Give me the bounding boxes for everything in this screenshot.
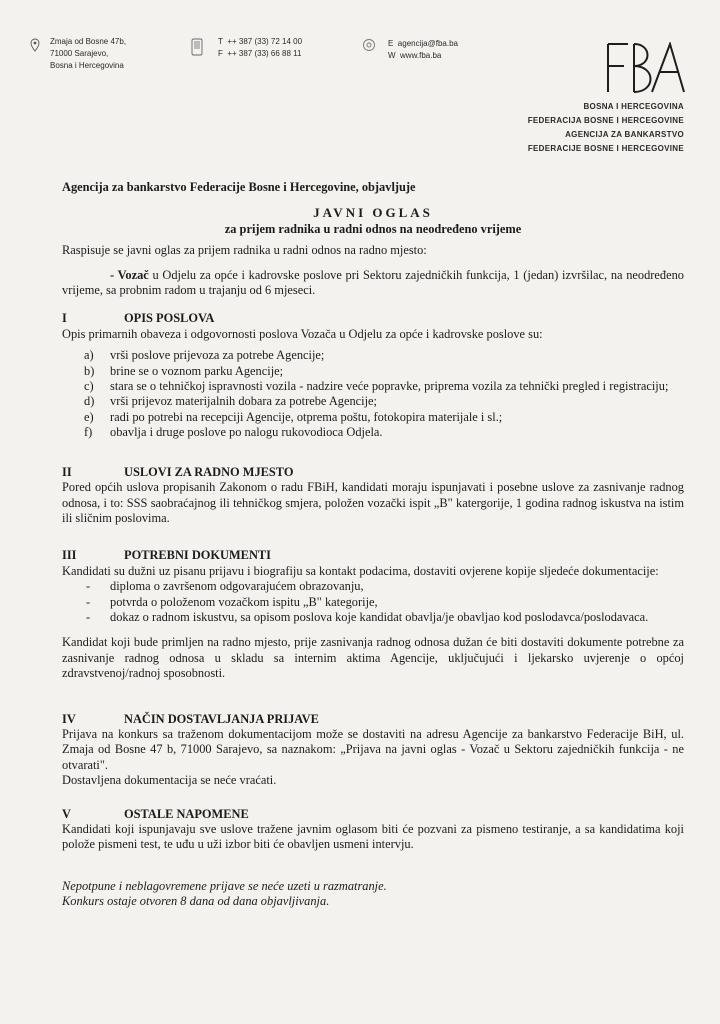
section-3 — [62, 548, 684, 681]
vacancy-details: u Odjelu za opće i kadrovske poslove pri Sektoru zajedničkih funkcija, 1 (jedan) izvršilac, na neodređeno vrijeme, sa probnim radom u trajanju od 6 mjeseci. — [62, 267, 684, 298]
footer-notes — [62, 879, 684, 910]
footer-note: Nepotpune i neblagovremene prijave se neće uzeti u razmatranje. — [62, 878, 387, 893]
list-item: - dokaz o radnom iskustvu, sa opisom poslova koje kandidat obavlja/je obavljao kod poslodavca/poslodavaca. — [86, 609, 649, 624]
section-note: Kandidat koji bude primljen na radno mjesto, prije zasnivanja radnog odnosa dužan će biti dostaviti dokumente potrebne za zasnivanje radnog odnosa u skladu sa internim aktima Agencije, uključujući i ljekarsko uvjerenje o općoj zdravstvenoj/radnoj sposobnosti. — [62, 635, 684, 681]
section-note: Dostavljena dokumentacija se neće vraćati. — [62, 773, 277, 788]
section-title: NAČIN DOSTAVLJANJA PRIJAVE — [124, 711, 319, 726]
list-item: c) stara se o tehničkoj ispravnosti vozila - nadzire veće popravke, priprema vozila za tehnički pregled i registraciju; — [84, 379, 669, 394]
section-title: USLOVI ZA RADNO MJESTO — [124, 464, 294, 479]
phone-icon — [190, 38, 204, 56]
announcement-body — [62, 180, 684, 910]
section-4 — [62, 712, 684, 789]
agency-line: BOSNA I HERCEGOVINA — [583, 102, 684, 111]
list-item: a) vrši poslove prijevoza za potrebe Agencije; — [84, 348, 325, 363]
email-link[interactable]: agencija@fba.ba — [397, 39, 458, 48]
agency-line: FEDERACIJA BOSNE I HERCEGOVINE — [527, 116, 684, 125]
section-number: IV — [62, 711, 76, 726]
phone-label: T — [218, 37, 223, 46]
list-item: - potvrda o položenom vozačkom ispitu „B" kategorije, — [86, 594, 378, 609]
section-number: V — [62, 806, 71, 821]
section-text: Kandidati koji ispunjavaju sve uslove tražene javnim oglasom biti će pozvani za pismeno testiranje, a sa kandidatima koji polože pismeni test, te uđu u uži izbor biti će obavljen usmeni intervju. — [62, 822, 684, 852]
section-number: I — [62, 311, 67, 326]
section-text: Prijava na konkurs sa traženom dokumentacijom može se dostaviti na adresu Agencije za bankarstvo Federacije BiH, ul. Zmaja od Bosne 47 b, 71000 Sarajevo, sa naznakom: „Prijava na javni oglas - Vozač u Sektoru zajedničkih funkcija - ne otvarati". — [62, 726, 684, 772]
address-line: Zmaja od Bosne 47b, — [50, 37, 127, 46]
phone-number[interactable]: ++ 387 (33) 72 14 00 — [227, 37, 303, 46]
footer-note: Konkurs ostaje otvoren 8 dana od dana objavljivanja. — [62, 894, 330, 909]
letterhead — [0, 0, 720, 170]
vacancy-position: - Vozač — [110, 267, 149, 282]
website-link[interactable]: www.fba.ba — [400, 51, 442, 60]
section-2 — [62, 465, 684, 527]
list-item: - diploma o završenom odgovarajućem obrazovanju, — [86, 579, 364, 594]
fax-number: ++ 387 (33) 66 88 11 — [227, 49, 302, 58]
phone-block — [218, 36, 302, 60]
list-item: b) brine se o voznom parku Agencije; — [84, 363, 284, 378]
documents-list — [62, 579, 684, 625]
fax-label: F — [218, 49, 223, 58]
section-number: II — [62, 464, 72, 479]
list-item: f) obavlja i druge poslove po nalogu rukovodioca Odjela. — [84, 425, 383, 440]
section-lead: Kandidati su dužni uz pisanu prijavu i biografiju sa kontakt podacima, dostaviti ovjerene kopije sljedeće dokumentacije: — [62, 563, 659, 578]
section-5 — [62, 807, 684, 853]
address-line: 71000 Sarajevo, — [50, 49, 109, 58]
section-title: OPIS POSLOVA — [124, 311, 215, 326]
section-title: OSTALE NAPOMENE — [124, 806, 249, 821]
duties-list — [62, 348, 684, 440]
section-text: Pored općih uslova propisanih Zakonom o radu FBiH, kandidati moraju ispunjavati i posebne uslove za zasnivanje radnog odnosa, i to: SSS saobraćajnog ili tehničkog smjera, položen vozački ispit „B" katergorije, 1 godina radnog iskustva na istim ili sličnim poslovima. — [62, 480, 684, 525]
section-lead: Opis primarnih obaveza i odgovornosti poslova Vozača u Odjelu za opće i kadrovske poslove su: — [62, 326, 543, 341]
contact-block — [388, 38, 458, 62]
section-number: III — [62, 548, 77, 563]
agency-name-block — [528, 100, 684, 156]
section-1 — [62, 311, 684, 440]
location-pin-icon — [30, 38, 40, 52]
list-item: e) radi po potrebi na recepciji Agencije, otprema poštu, fotokopira materijale i sl.; — [84, 409, 503, 424]
address-block — [50, 36, 126, 72]
web-label: W — [388, 51, 396, 60]
email-label: E — [388, 39, 394, 48]
document-subtitle: za prijem radnika u radni odnos na neodređeno vrijeme — [224, 221, 522, 236]
intro-line: Agencija za bankarstvo Federacije Bosne i Hercegovine, objavljuje — [62, 180, 416, 194]
document-title: JAVNI OGLAS — [313, 205, 433, 221]
agency-line: FEDERACIJE BOSNE I HERCEGOVINE — [527, 144, 684, 153]
agency-line: AGENCIJA ZA BANKARSTVO — [565, 130, 684, 139]
address-line: Bosna i Hercegovina — [50, 61, 124, 70]
lead-paragraph: Raspisuje se javni oglas za prijem radnika u radni odnos na radno mjesto: — [62, 243, 427, 258]
fba-logo — [604, 42, 686, 94]
vacancy-paragraph — [62, 268, 684, 299]
list-item: d) vrši prijevoz materijalnih dobara za potrebe Agencije; — [84, 394, 377, 409]
at-sign-icon — [362, 38, 376, 52]
section-title: POTREBNI DOKUMENTI — [124, 548, 271, 563]
